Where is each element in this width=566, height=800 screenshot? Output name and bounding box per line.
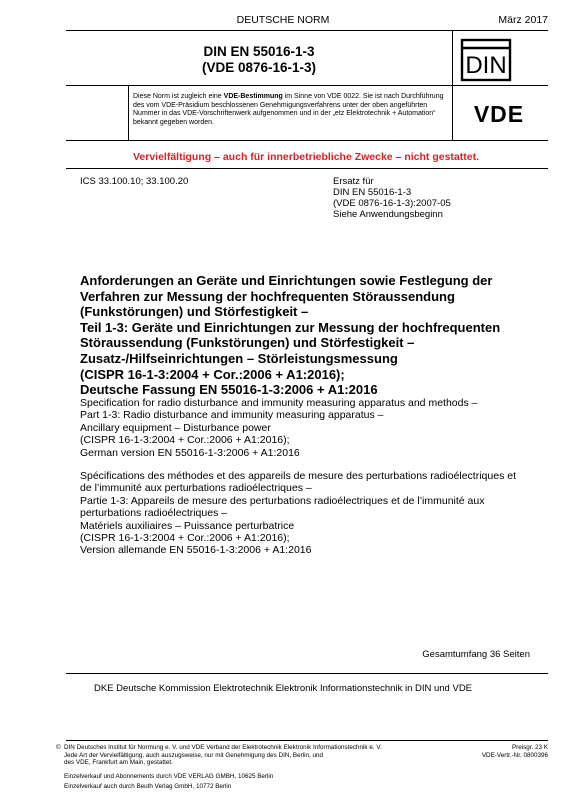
- sales-vde: Einzelverkauf und Abonnements durch VDE VERLAG GMBH, 10625 Berlin: [64, 773, 274, 780]
- german-title-line: (Funkstörungen) und Störfestigkeit –: [80, 304, 309, 320]
- price-group: Preisgr. 23 K: [511, 744, 548, 751]
- french-title: [80, 470, 550, 557]
- french-title-line: (CISPR 16-1-3:2004 + Cor.:2006 + A1:2016);: [80, 532, 290, 545]
- notice-left-divider: [128, 85, 129, 140]
- german-title-line: Zusatz-/Hilfseinrichtungen – Störleistungsmessung: [80, 350, 398, 366]
- title-rule: [66, 85, 548, 86]
- repro-rule: [66, 168, 548, 169]
- ics-code: ICS 33.100.10; 33.100.20: [80, 176, 189, 187]
- english-title-line: Specification for radio disturbance and immunity measuring apparatus and methods –: [80, 397, 478, 409]
- norm-label: DEUTSCHE NORM: [236, 14, 330, 26]
- french-title-line: Matériels auxiliaires – Puissance perturbatrice: [80, 519, 295, 532]
- german-title: [80, 273, 550, 398]
- german-title-line: (CISPR 16-1-3:2004 + Cor.:2006 + A1:2016);: [80, 366, 345, 382]
- din-logo: [458, 38, 514, 82]
- copyright-line: Jede Art der Vervielfältigung, auch auszugsweise, nur mit Genehmigung des DIN, Berlin, und: [64, 751, 324, 759]
- vde-logo: [452, 100, 546, 128]
- footer-rule: [66, 740, 548, 741]
- notice-bold: VDE-Bestimmung: [223, 93, 283, 100]
- german-title-line: Störaussendung (Funkstörungen) und Störfestigkeit –: [80, 335, 415, 351]
- vde-number: (VDE 0876-16-1-3): [201, 60, 317, 75]
- replacement-line: Siehe Anwendungsbeginn: [333, 209, 443, 220]
- header-rule: [66, 30, 548, 31]
- publication-date: März 2017: [498, 14, 548, 26]
- english-title-line: Part 1-3: Radio disturbance and immunity measuring apparatus –: [80, 409, 384, 422]
- reproduction-notice: Vervielfältigung – auch für innerbetriebliche Zwecke – nicht gestattet.: [132, 151, 479, 163]
- french-title-line: perturbations radioélectriques –: [80, 507, 228, 520]
- english-title-line: German version EN 55016-1-3:2006 + A1:2016: [80, 446, 300, 459]
- vde-logo-text: VDE: [473, 101, 525, 127]
- notice-rule: [66, 140, 548, 141]
- standard-number: DIN EN 55016-1-3: [203, 44, 315, 59]
- english-title: [80, 397, 550, 459]
- french-title-line: Spécifications des méthodes et des appareils de mesure des perturbations radioélectriques et: [80, 470, 517, 482]
- french-title-line: Version allemande EN 55016-1-3:2006 + A1:2016: [80, 544, 312, 557]
- din-logo-text: DIN: [465, 52, 507, 79]
- copyright-line: DIN Deutsches Institut für Normung e. V. und VDE Verband der Elektrotechnik Elektronik Informationstechnik e. V.: [64, 744, 382, 751]
- replacement-line: DIN EN 55016-1-3: [333, 187, 412, 198]
- sales-beuth: Einzelverkauf auch durch Beuth Verlag GmbH, 10772 Berlin: [64, 783, 232, 790]
- notice-pre: Diese Norm ist zugleich eine: [133, 93, 224, 100]
- copyright-line: des VDE, Frankfurt am Main, gestattet.: [64, 759, 173, 767]
- german-title-line: Teil 1-3: Geräte und Einrichtungen zur Messung der hochfrequenten: [80, 319, 501, 335]
- copyright-block: [56, 744, 424, 767]
- german-title-line: Anforderungen an Geräte und Einrichtungen sowie Festlegung der: [80, 273, 493, 288]
- vde-order-number: VDE-Vertr.-Nr. 0800396: [481, 751, 548, 759]
- replacement-line: Ersatz für: [333, 176, 374, 187]
- german-title-line: Verfahren zur Messung der hochfrequenten Störaussendung: [80, 288, 455, 304]
- dke-line: DKE Deutsche Kommission Elektrotechnik Elektronik Informationstechnik in DIN und VDE: [93, 683, 473, 694]
- english-title-line: Ancillary equipment – Disturbance power: [80, 421, 271, 434]
- replacement-line: (VDE 0876-16-1-3):2007-05: [333, 198, 451, 209]
- french-title-line: de l’immunité aux perturbations radioélectriques –: [80, 482, 312, 495]
- total-pages: Gesamtumfang 36 Seiten: [422, 649, 530, 660]
- french-title-line: Partie 1-3: Appareils de mesure des perturbations radioélectriques et de l’immunité aux: [80, 494, 485, 507]
- copyright-symbol: ©: [56, 744, 61, 751]
- replacement-info: [333, 176, 451, 220]
- page-header: [0, 14, 566, 28]
- english-title-line: (CISPR 16-1-3:2004 + Cor.:2006 + A1:2016);: [80, 434, 290, 447]
- document-number-block: [66, 42, 452, 76]
- notice-post: im Sinne von VDE 0022. Sie ist nach Durchführung des vom VDE-Präsidium beschlossenen Genehmigungsverfahrens unter der oben angeführten Nummer in das VDE-Vorschriftenwerk aufgenommen und in der „etz Elektrotechnik + Automation“ bekannt gegeben worden.: [133, 93, 444, 126]
- german-title-line: Deutsche Fassung EN 55016-1-3:2006 + A1:2016: [80, 382, 378, 398]
- vde-notice: [133, 93, 445, 127]
- dke-top-rule: [66, 673, 548, 674]
- price-block: [482, 744, 548, 759]
